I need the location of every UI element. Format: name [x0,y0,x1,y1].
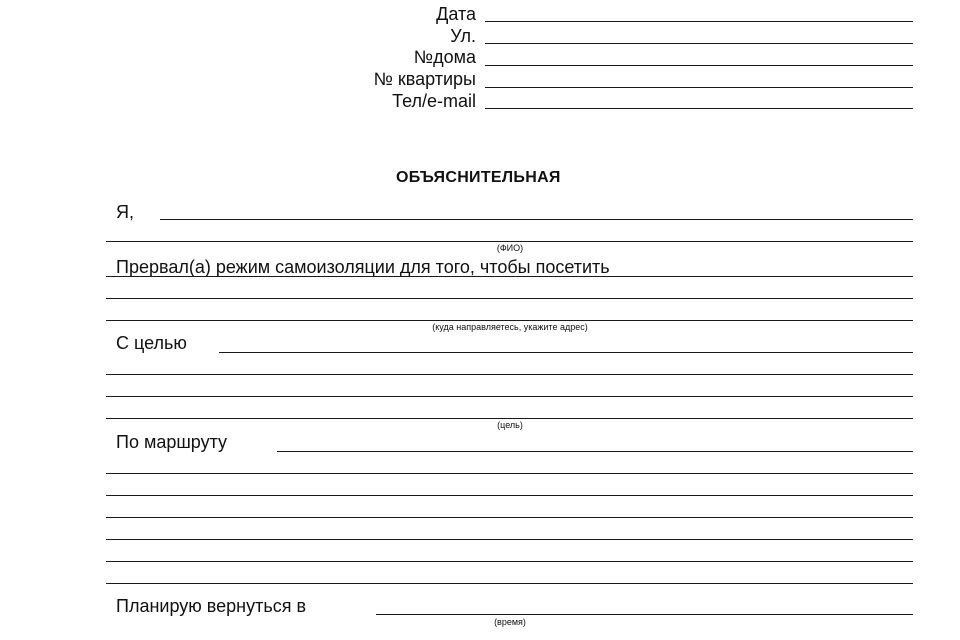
phone-email-line[interactable] [485,108,913,109]
house-number-label: №дома [413,47,476,67]
address-caption: (куда направляетесь, укажите адрес) [432,322,588,332]
interrupted-text: Прервал(а) режим самоизоляции для того, чтобы посетить [116,257,610,277]
street-label: Ул. [450,26,476,46]
document-title: ОБЪЯСНИТЕЛЬНАЯ [396,169,561,186]
purpose-line-2[interactable] [106,374,913,375]
address-line-3[interactable] [106,320,913,321]
address-line-2[interactable] [106,298,913,299]
date-line[interactable] [485,21,913,22]
return-time-line[interactable] [376,614,913,615]
route-line-2[interactable] [106,473,913,474]
route-line-6[interactable] [106,561,913,562]
route-line-1[interactable] [277,451,913,452]
i-label: Я, [116,202,134,222]
route-line-5[interactable] [106,539,913,540]
route-line-4[interactable] [106,517,913,518]
fio-line-1[interactable] [160,219,913,220]
purpose-label: С целью [116,333,187,353]
street-line[interactable] [485,43,913,44]
time-caption: (время) [494,617,526,627]
return-label: Планирую вернуться в [116,596,307,616]
route-label: По маршруту [116,432,228,452]
address-line-1[interactable] [106,276,913,277]
apartment-label: № квартиры [373,69,476,89]
phone-email-label: Тел/e-mail [392,91,476,111]
date-label: Дата [436,4,476,24]
fio-line-2[interactable] [106,241,913,242]
purpose-caption: (цель) [497,420,523,430]
purpose-line-4[interactable] [106,418,913,419]
purpose-line-3[interactable] [106,396,913,397]
house-number-line[interactable] [485,65,913,66]
fio-caption: (ФИО) [496,243,524,253]
apartment-line[interactable] [485,87,913,88]
route-line-7[interactable] [106,583,913,584]
route-line-3[interactable] [106,495,913,496]
purpose-line-1[interactable] [219,352,913,353]
